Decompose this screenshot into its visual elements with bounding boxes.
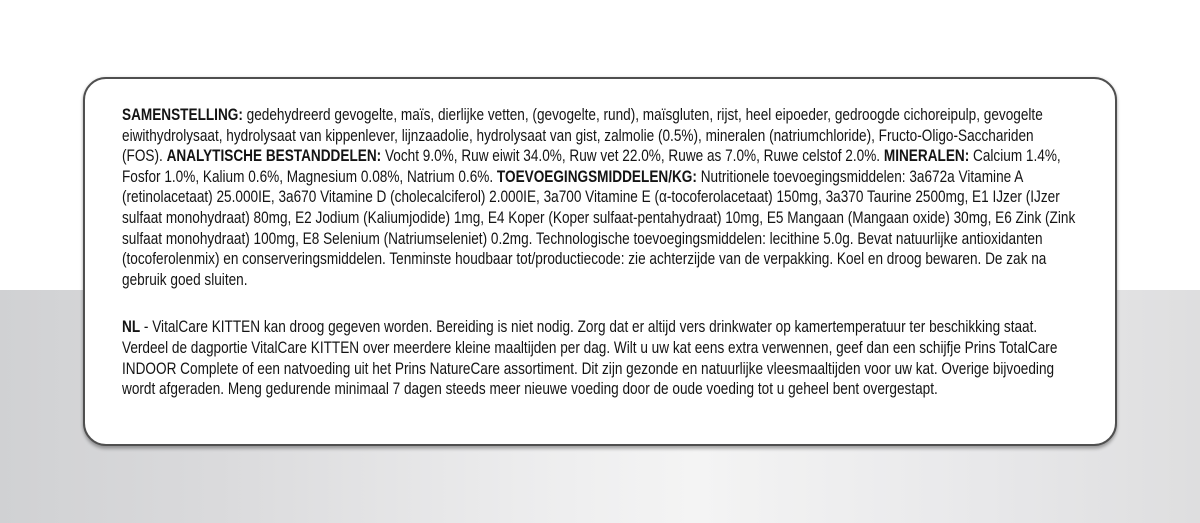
composition-paragraph: SAMENSTELLING: gedehydreerd gevogelte, maïs, dierlijke vetten, (gevogelte, rund), maïsgluten, rijst, heel eipoeder, gedroogde cichoreipulp, gevogelte eiwithydrolysaat, hydrolysaat van kippenlever, lijnzaadolie, hydrolysaat van gist, zalmolie (0.5%), mineralen (natriumchloride), Fructo-Oligo-Sacchariden (FOS). ANALYTISCHE BESTANDDELEN: Vocht 9.0%, Ruw eiwit 34.0%, Ruw vet 22.0%, Ruwe as 7.0%, Ruwe celstof 2.0%. MINERALEN: Calcium 1.4%, Fosfor 1.0%, Kalium 0.6%, Magnesium 0.08%, Natrium 0.6%. TOEVOEGINGSMIDDELEN/KG: Nutritionele toevoegingsmiddelen: 3a672a Vitamine A (retinolacetaat) 25.000IE, 3a670 Vitamine D (cholecalciferol) 2.000IE, 3a700 Vitamine E (α-tocoferolacetaat) 150mg, 3a370 Taurine 2500mg, E1 IJzer (IJzer sulfaat monohydraat) 80mg, E2 Jodium (Kaliumjodide) 1mg, E4 Koper (Koper sulfaat-pentahydraat) 10mg, E5 Mangaan (Mangaan oxide) 30mg, E6 Zink (Zink sulfaat monohydraat) 100mg, E8 Selenium (Natriumseleniet) 0.2mg. Technologische toevoegingsmiddelen: lecithine 5.0g. Bevat natuurlijke antioxidanten (tocoferolenmix) en conserveringsmiddelen. Tenminste houdbaar tot/productiecode: zie achterzijde van de verpakking. Koel en droog bewaren. De zak na gebruik goed sluiten.	[122, 105, 1076, 289]
label-text-card	[83, 77, 1117, 446]
label-copy	[122, 105, 1076, 400]
feeding-instructions-paragraph: NL - VitalCare KITTEN kan droog gegeven worden. Bereiding is niet nodig. Zorg dat er altijd vers drinkwater op kamertemperatuur ter beschikking staat. Verdeel de dagportie VitalCare KITTEN over meerdere kleine maaltijden per dag. Wilt u uw kat eens extra verwennen, geef dan een schijfje Prins TotalCare INDOOR Complete of een natvoeding uit het Prins NatureCare assortiment. Dit zijn gezonde en natuurlijke vleesmaaltijden voor uw kat. Overige bijvoeding wordt afgeraden. Meng gedurende minimaal 7 dagen steeds meer nieuwe voeding door de oude voeding tot u geheel bent overgestapt.	[122, 317, 1058, 399]
